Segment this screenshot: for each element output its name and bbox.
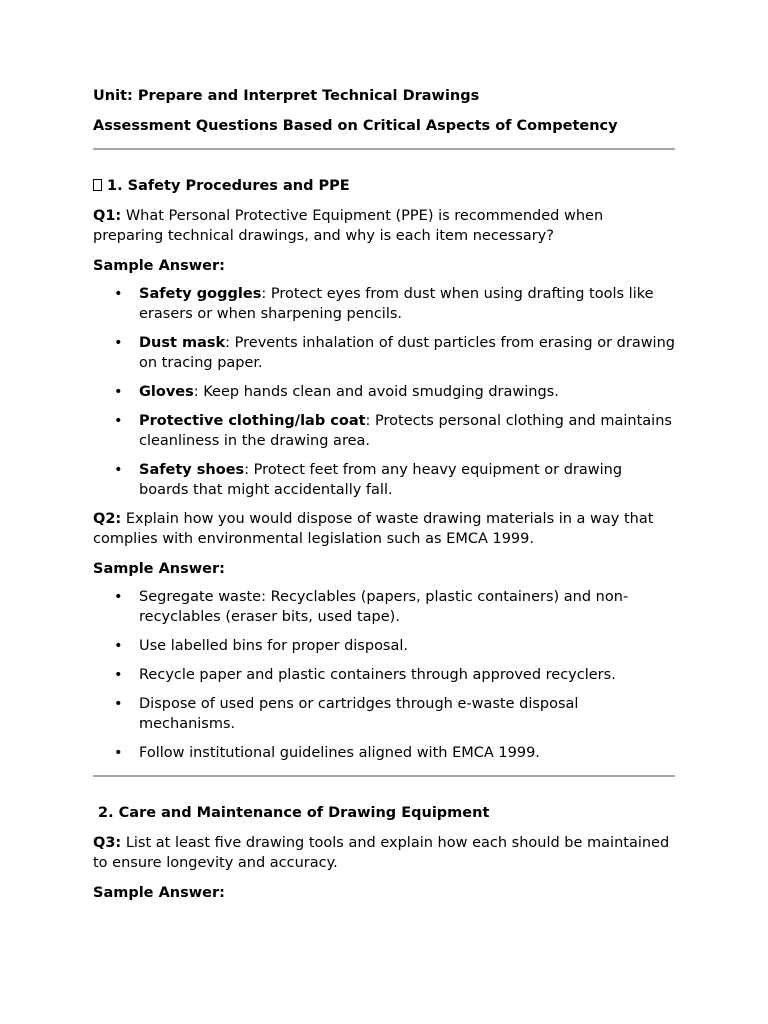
item-text: Recycle paper and plastic containers through approved recyclers. xyxy=(139,667,616,683)
sample-answer-label: Sample Answer: xyxy=(93,885,225,901)
bullet-icon: • xyxy=(114,413,123,429)
horizontal-rule xyxy=(93,775,675,777)
bullet-icon: • xyxy=(114,589,123,605)
question-q3 xyxy=(93,833,675,873)
list-item xyxy=(93,382,675,402)
bullet-icon: • xyxy=(114,384,123,400)
sample-answer-label: Sample Answer: xyxy=(93,561,225,577)
bullet-icon: • xyxy=(114,696,123,712)
item-term: Gloves xyxy=(139,384,194,400)
question-label: Q1: xyxy=(93,208,122,224)
list-item xyxy=(93,587,675,627)
document-subtitle: Assessment Questions Based on Critical Aspects of Competency xyxy=(93,118,618,134)
list-item xyxy=(93,333,675,373)
bullet-icon: • xyxy=(114,667,123,683)
document-content xyxy=(93,86,675,903)
list-item xyxy=(93,460,675,500)
question-q2 xyxy=(93,509,675,549)
question-text: What Personal Protective Equipment (PPE) is recommended when preparing technical drawings, and why is each item necessary? xyxy=(93,208,604,244)
section-heading-text: 1. Safety Procedures and PPE xyxy=(107,178,350,194)
question-label: Q3: xyxy=(93,835,122,851)
sample-answer-label: Sample Answer: xyxy=(93,258,225,274)
item-text: : Prevents inhalation of dust particles from erasing or drawing on tracing paper. xyxy=(139,335,675,371)
item-text: Use labelled bins for proper disposal. xyxy=(139,638,409,654)
question-q1 xyxy=(93,206,675,246)
list-item xyxy=(93,743,675,763)
list-item xyxy=(93,636,675,656)
bullet-icon: • xyxy=(114,745,123,761)
question-text: List at least five drawing tools and explain how each should be maintained to ensure longevity and accuracy. xyxy=(93,835,670,871)
item-term: Safety shoes xyxy=(139,462,245,478)
q1-answer-list xyxy=(93,284,675,500)
list-item xyxy=(93,665,675,685)
bullet-icon: • xyxy=(114,638,123,654)
list-item xyxy=(93,694,675,734)
list-item xyxy=(93,284,675,324)
question-label: Q2: xyxy=(93,511,122,527)
item-text: Follow institutional guidelines aligned with EMCA 1999. xyxy=(139,745,540,761)
missing-glyph-icon xyxy=(93,179,102,191)
item-text: : Keep hands clean and avoid smudging drawings. xyxy=(193,384,559,400)
bullet-icon: • xyxy=(114,462,123,478)
item-term: Dust mask xyxy=(139,335,226,351)
item-text: : Protect feet from any heavy equipment or drawing boards that might accidentally fall. xyxy=(139,462,623,498)
item-text: Segregate waste: Recyclables (papers, plastic containers) and non-recyclables (eraser bits, used tape). xyxy=(139,589,629,625)
section-heading-care: 2. Care and Maintenance of Drawing Equipment xyxy=(98,805,490,821)
item-term: Protective clothing/lab coat xyxy=(139,413,366,429)
horizontal-rule xyxy=(93,148,675,150)
bullet-icon: • xyxy=(114,335,123,351)
q2-answer-list xyxy=(93,587,675,763)
bullet-icon: • xyxy=(114,286,123,302)
item-text: : Protects personal clothing and maintains cleanliness in the drawing area. xyxy=(139,413,672,449)
unit-title: Unit: Prepare and Interpret Technical Drawings xyxy=(93,88,480,104)
question-text: Explain how you would dispose of waste drawing materials in a way that complies with environmental legislation such as EMCA 1999. xyxy=(93,511,654,547)
section-heading-safety xyxy=(93,176,675,196)
item-text: Dispose of used pens or cartridges through e-waste disposal mechanisms. xyxy=(139,696,579,732)
list-item xyxy=(93,411,675,451)
item-term: Safety goggles xyxy=(139,286,262,302)
item-text: : Protect eyes from dust when using drafting tools like erasers or when sharpening pencils. xyxy=(139,286,654,322)
